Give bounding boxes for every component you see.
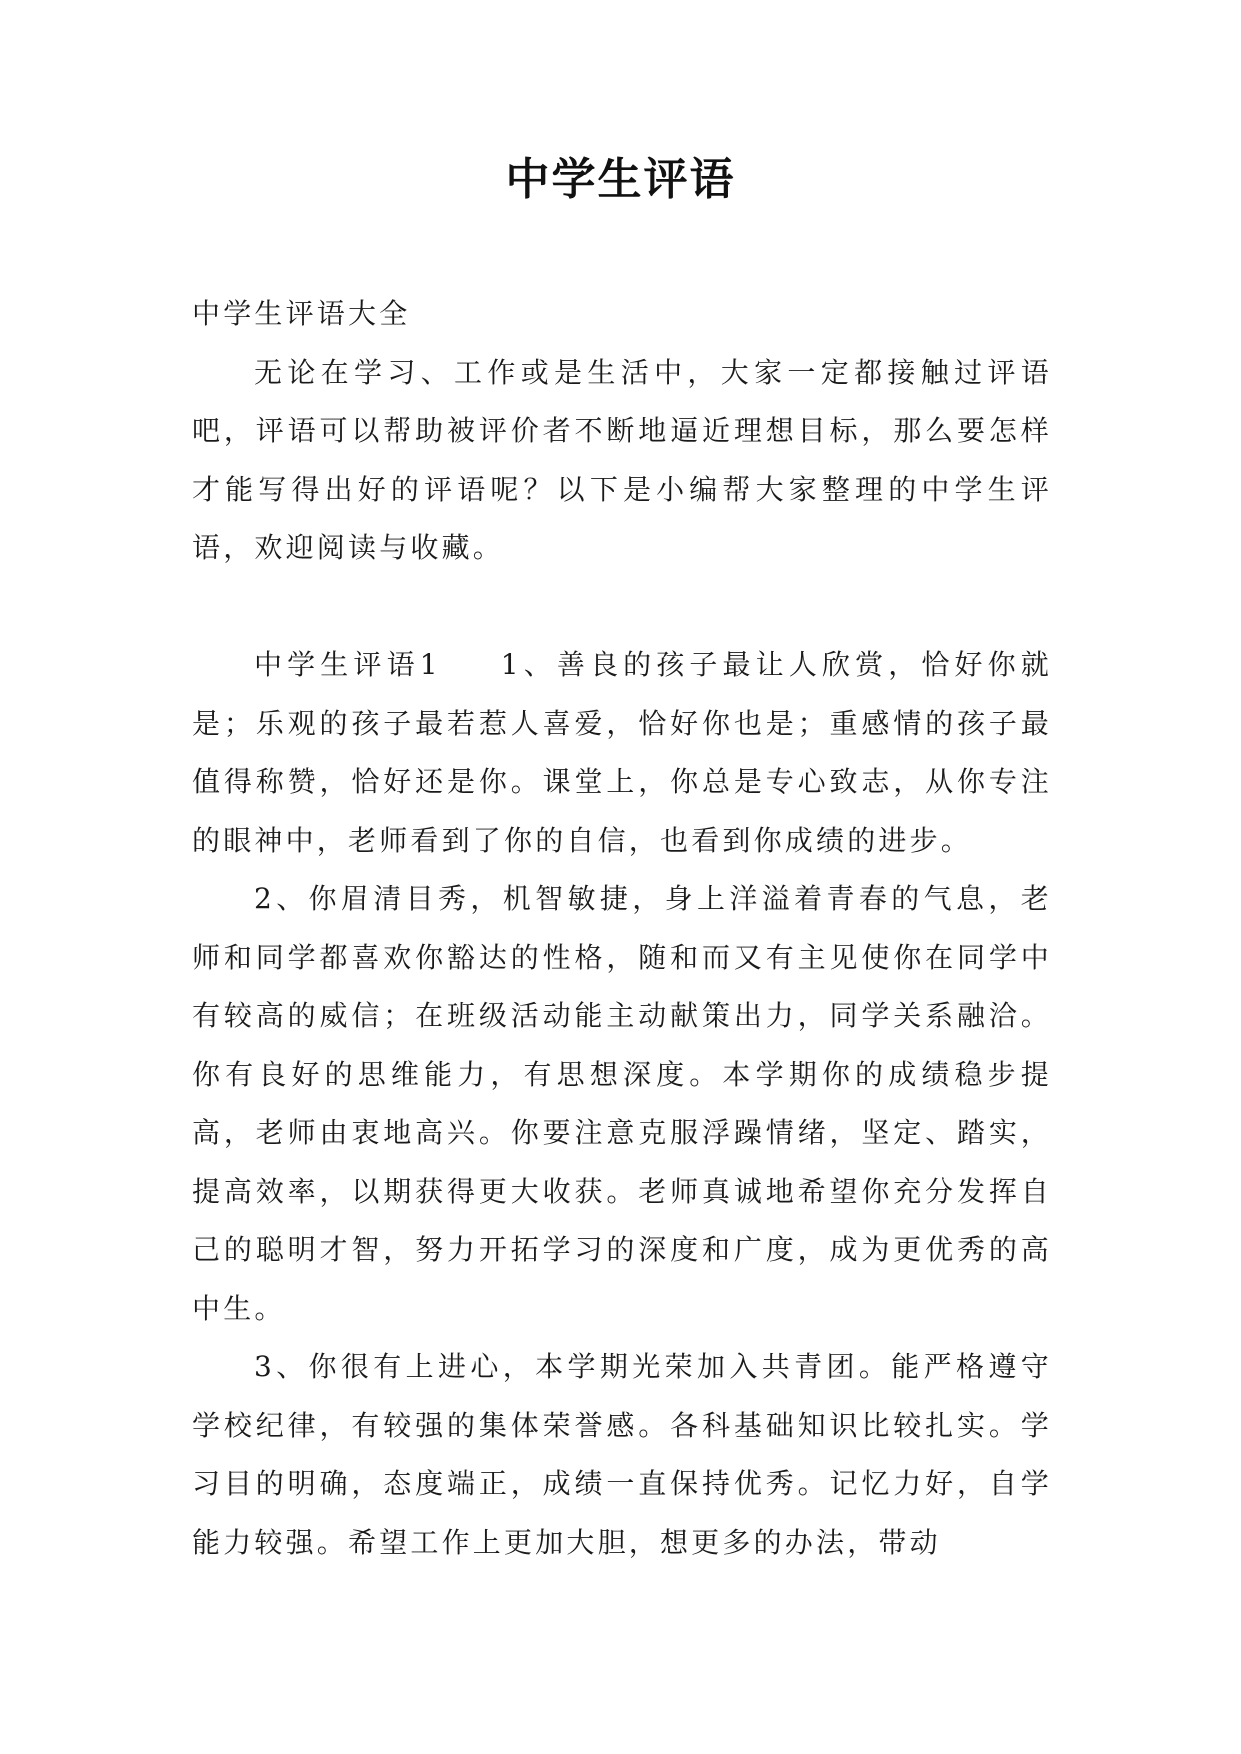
comment-item-2: 2、你眉清目秀，机智敏捷，身上洋溢着青春的气息，老师和同学都喜欢你豁达的性格，随和而又有主见使你在同学中有较高的威信；在班级活动能主动献策出力，同学关系融洽。你有良好的思维能力，有思想深度。本学期你的成绩稳步提高，老师由衷地高兴。你要注意克服浮躁情绪，坚定、踏实，提高效率，以期获得更大收获。老师真诚地希望你充分发挥自己的聪明才智，努力开拓学习的深度和广度，成为更优秀的高中生。 [192, 882, 1052, 1325]
comment-item-1: 1、善良的孩子最让人欣赏，恰好你就是；乐观的孩子最若惹人喜爱，恰好你也是；重感情的孩子最值得称赞，恰好还是你。课堂上，你总是专心致志，从你专注的眼神中，老师看到了你的自信，也看到你成绩的进步。 [192, 648, 1053, 857]
document-subtitle: 中学生评语大全 [192, 297, 411, 330]
document-title: 中学生评语 [505, 154, 736, 205]
comment-item-3: 3、你很有上进心，本学期光荣加入共青团。能严格遵守学校纪律，有较强的集体荣誉感。各科基础知识比较扎实。学习目的明确，态度端正，成绩一直保持优秀。记忆力好，自学能力较强。希望工作上更加大胆，想更多的办法，带动 [192, 1350, 1052, 1559]
comment-paragraph-1 [192, 636, 1052, 870]
paragraph-spacer [192, 578, 1052, 637]
intro-paragraph: 无论在学习、工作或是生活中，大家一定都接触过评语吧，评语可以帮助被评价者不断地逼近理想目标，那么要怎样才能写得出好的评语呢？以下是小编帮大家整理的中学生评语，欢迎阅读与收藏。 [192, 355, 1052, 564]
section-heading: 中学生评语1 [254, 648, 441, 681]
document-body [192, 285, 1052, 1572]
